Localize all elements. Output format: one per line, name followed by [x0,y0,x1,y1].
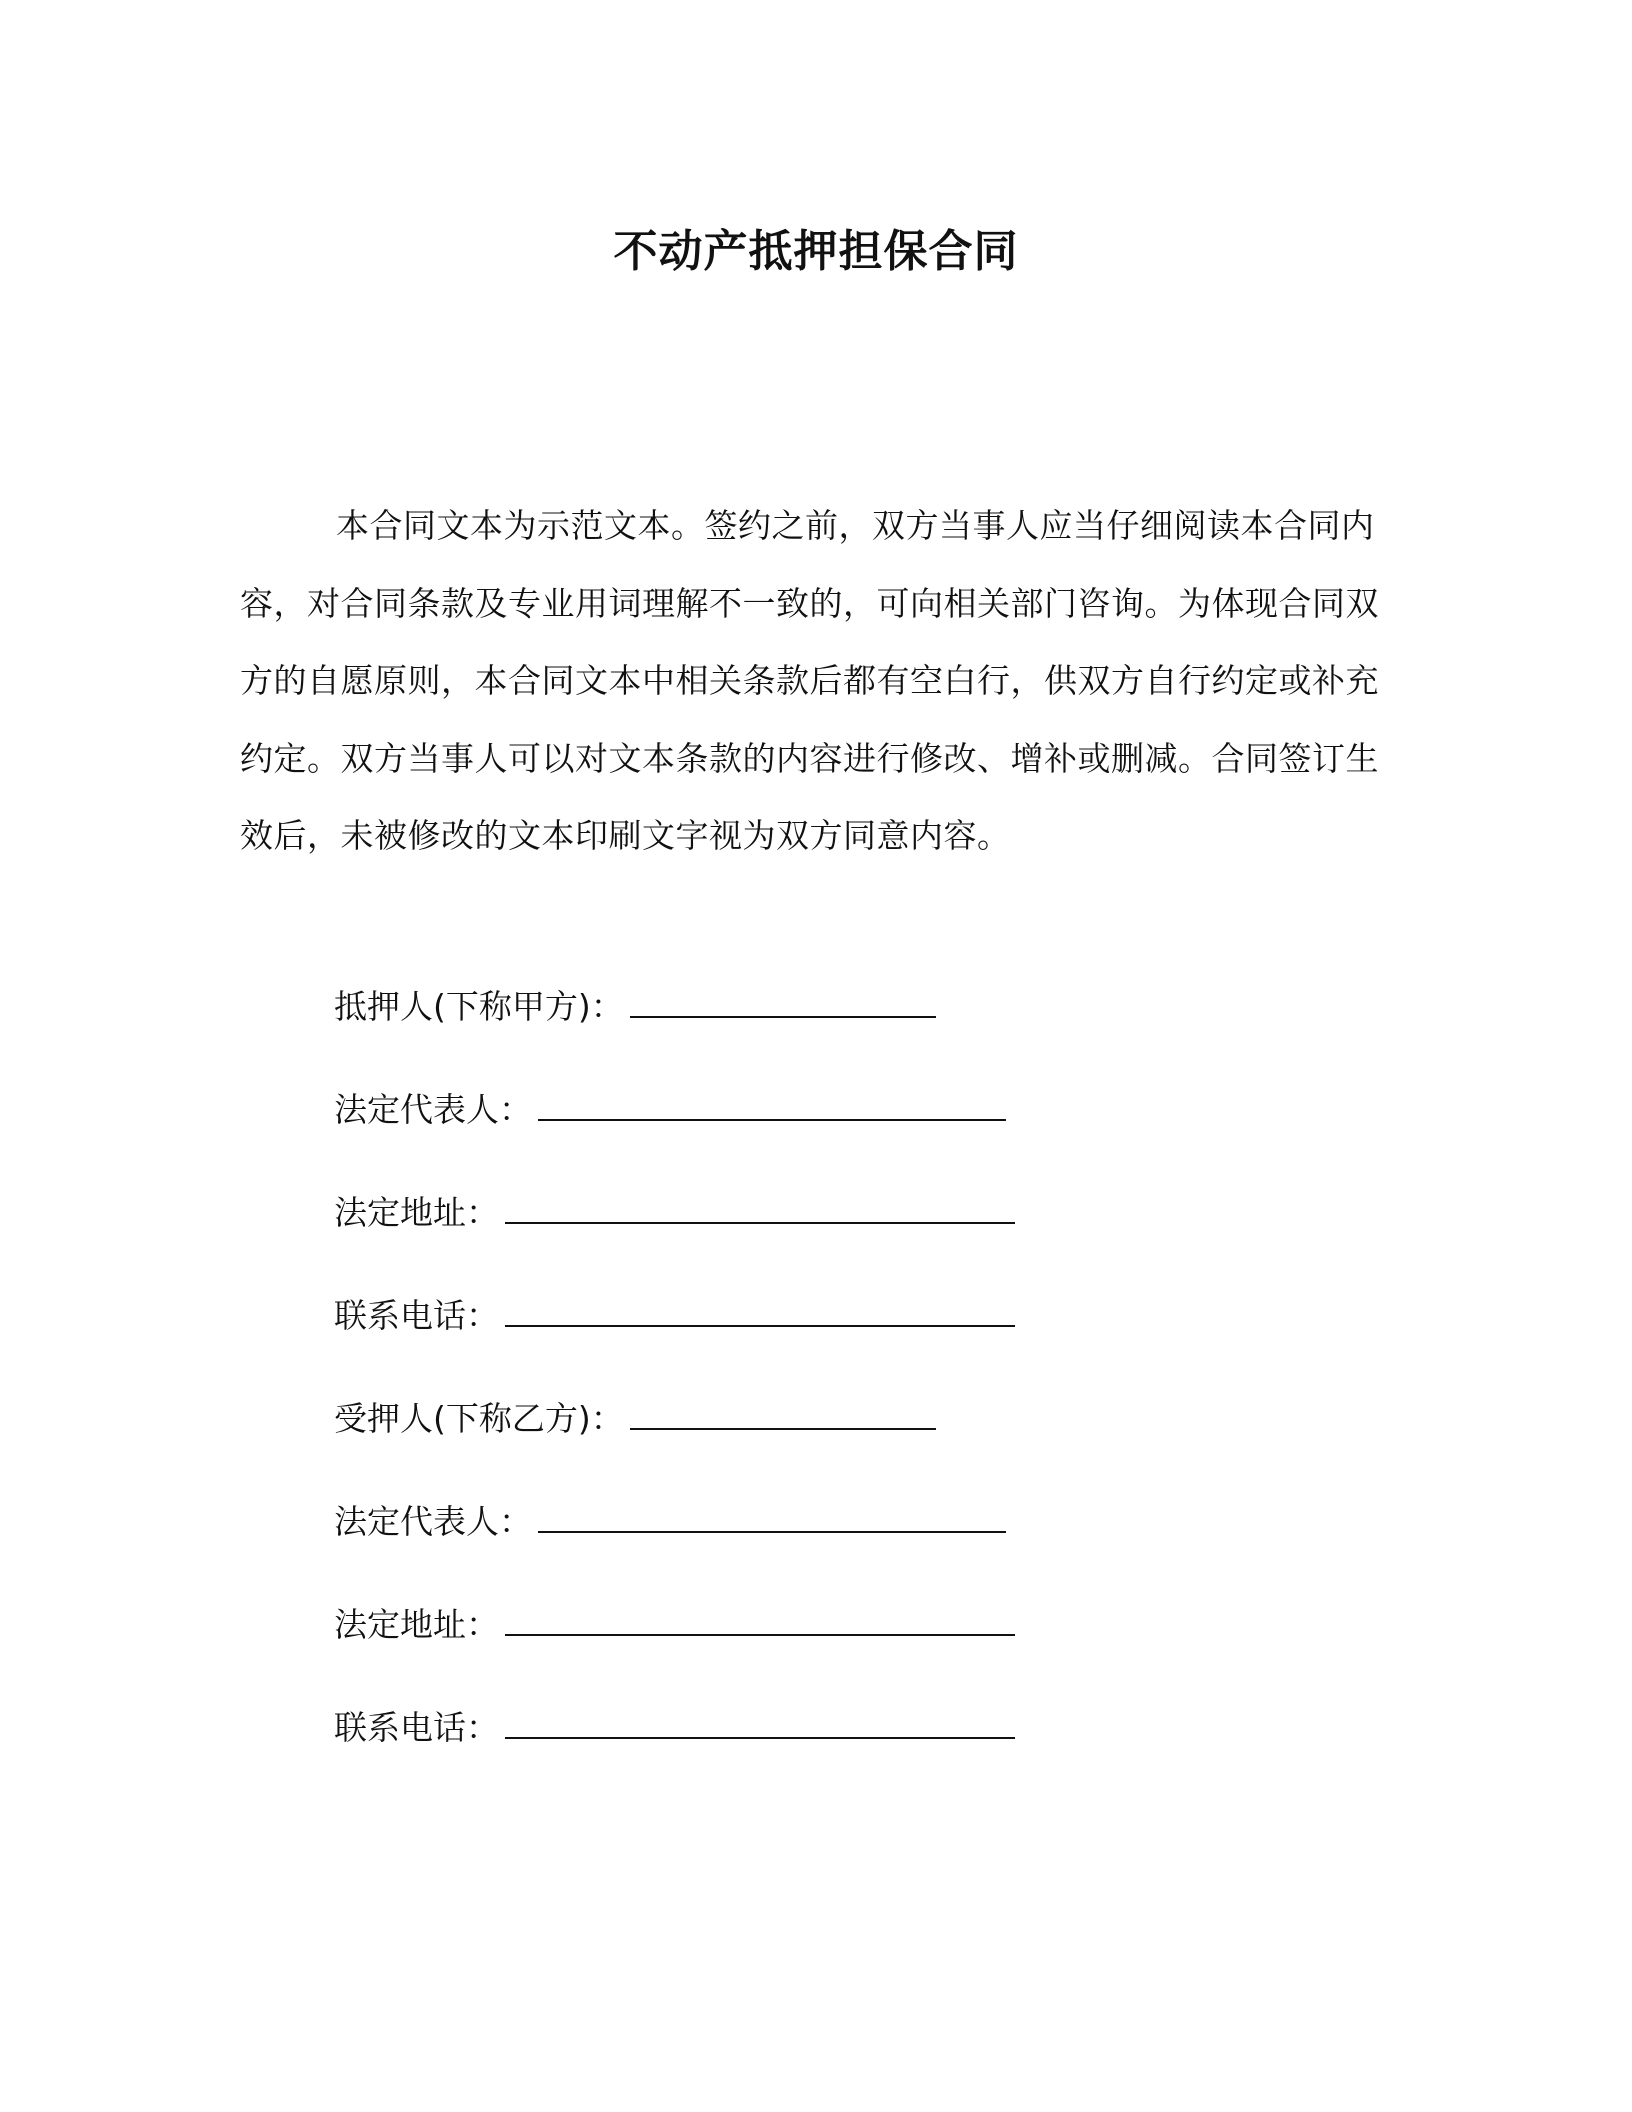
mortgagee-address-blank-line [505,1606,1015,1636]
mortgagee-phone-field [334,1703,1015,1753]
mortgagor-phone-blank-line [505,1297,1015,1327]
mortgagor-representative-field [334,1085,1006,1135]
mortgagor-address-label: 法定地址： [334,1193,499,1232]
mortgagee-phone-blank-line [505,1709,1015,1739]
mortgagor-address-blank-line [505,1194,1015,1224]
mortgagor-representative-blank-line [538,1091,1006,1121]
intro-paragraph: 本合同文本为示范文本。签约之前，双方当事人应当仔细阅读本合同内容，对合同条款及专业用词理解不一致的，可向相关部门咨询。为体现合同双方的自愿原则，本合同文本中相关条款后都有空白行，供双方自行约定或补充约定。双方当事人可以对文本条款的内容进行修改、增补或删减。合同签订生效后，未被修改的文本印刷文字视为双方同意内容。 [240,506,1379,856]
mortgagee-blank-line [630,1400,936,1430]
mortgagor-label: 抵押人(下称甲方)： [334,987,624,1026]
mortgagee-representative-blank-line [538,1503,1006,1533]
mortgagor-representative-label: 法定代表人： [334,1090,532,1129]
mortgagee-representative-field [334,1497,1006,1547]
mortgagor-blank-line [630,988,936,1018]
mortgagee-address-field [334,1600,1015,1650]
document-title: 不动产抵押担保合同 [613,226,1019,277]
mortgagor-address-field [334,1188,1015,1238]
mortgagor-field [334,982,936,1032]
mortgagee-address-label: 法定地址： [334,1605,499,1644]
mortgagee-phone-label: 联系电话： [334,1708,499,1747]
mortgagee-label: 受押人(下称乙方)： [334,1399,624,1438]
mortgagor-phone-label: 联系电话： [334,1296,499,1335]
mortgagee-representative-label: 法定代表人： [334,1502,532,1541]
mortgagee-field [334,1394,936,1444]
mortgagor-phone-field [334,1291,1015,1341]
